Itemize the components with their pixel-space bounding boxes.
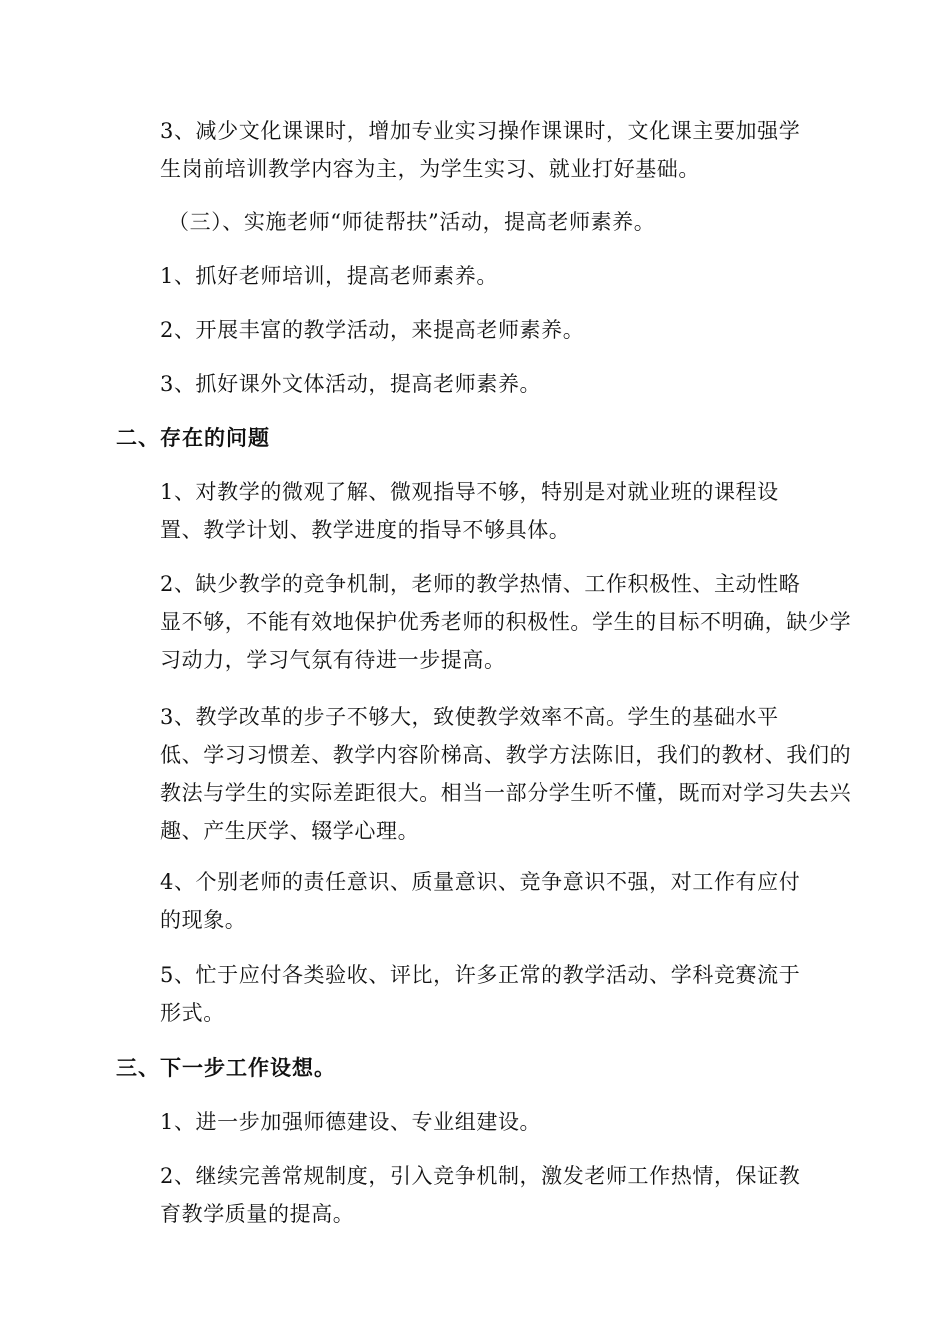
text-line: 2、缺少教学的竞争机制，老师的教学热情、工作积极性、主动性略 — [160, 572, 801, 596]
text-line: 3、减少文化课课时，增加专业实习操作课课时，文化课主要加强学 — [160, 119, 801, 143]
paragraph-reduce-culture-hours — [116, 112, 832, 188]
paragraph-problem-2 — [116, 565, 852, 679]
text-line: 1、对教学的微观了解、微观指导不够，特别是对就业班的课程设 — [160, 480, 779, 504]
paragraph-extracurricular — [116, 365, 832, 403]
text-line: 置、教学计划、教学进度的指导不够具体。 — [160, 518, 571, 542]
paragraph-problem-3 — [116, 698, 852, 850]
text-line: 1、抓好老师培训，提高老师素养。 — [160, 264, 498, 288]
paragraph-problem-5 — [116, 956, 832, 1032]
text-line: 2、继续完善常规制度，引入竞争机制，激发老师工作热情，保证教 — [160, 1164, 801, 1188]
text-line: （三）、实施老师“师徒帮扶”活动，提高老师素养。 — [168, 210, 656, 234]
text-line: 习动力，学习气氛有待进一步提高。 — [160, 648, 506, 672]
text-line: 趣、产生厌学、辍学心理。 — [160, 819, 420, 843]
text-line: 1、进一步加强师德建设、专业组建设。 — [160, 1110, 542, 1134]
paragraph-teacher-training — [116, 257, 832, 295]
text-line: 3、教学改革的步子不够大，致使教学效率不高。学生的基础水平 — [160, 705, 779, 729]
text-line: 5、忙于应付各类验收、评比，许多正常的教学活动、学科竞赛流于 — [160, 963, 801, 987]
text-line: 显不够，不能有效地保护优秀老师的积极性。学生的目标不明确，缺少学 — [160, 610, 852, 634]
section-heading-next-steps — [116, 1049, 832, 1087]
text-line: 3、抓好课外文体活动，提高老师素养。 — [160, 372, 542, 396]
text-line: 生岗前培训教学内容为主，为学生实习、就业打好基础。 — [160, 157, 700, 181]
text-line: 形式。 — [160, 1001, 225, 1025]
text-line: 的现象。 — [160, 908, 247, 932]
heading-text: 三、下一步工作设想。 — [116, 1056, 336, 1080]
paragraph-next-step-2 — [116, 1157, 832, 1233]
subheading-mentor-activity — [116, 203, 832, 241]
text-line: 4、个别老师的责任意识、质量意识、竞争意识不强，对工作有应付 — [160, 870, 801, 894]
paragraph-teaching-activities — [116, 311, 832, 349]
section-heading-problems — [116, 419, 832, 457]
text-line: 低、学习习惯差、教学内容阶梯高、教学方法陈旧，我们的教材、我们的 — [160, 743, 852, 767]
paragraph-problem-4 — [116, 863, 832, 939]
heading-text: 二、存在的问题 — [116, 426, 270, 450]
paragraph-problem-1 — [116, 473, 832, 549]
text-line: 教法与学生的实际差距很大。相当一部分学生听不懂，既而对学习失去兴 — [160, 781, 852, 805]
text-line: 育教学质量的提高。 — [160, 1202, 355, 1226]
text-line: 2、开展丰富的教学活动，来提高老师素养。 — [160, 318, 585, 342]
paragraph-next-step-1 — [116, 1103, 832, 1141]
